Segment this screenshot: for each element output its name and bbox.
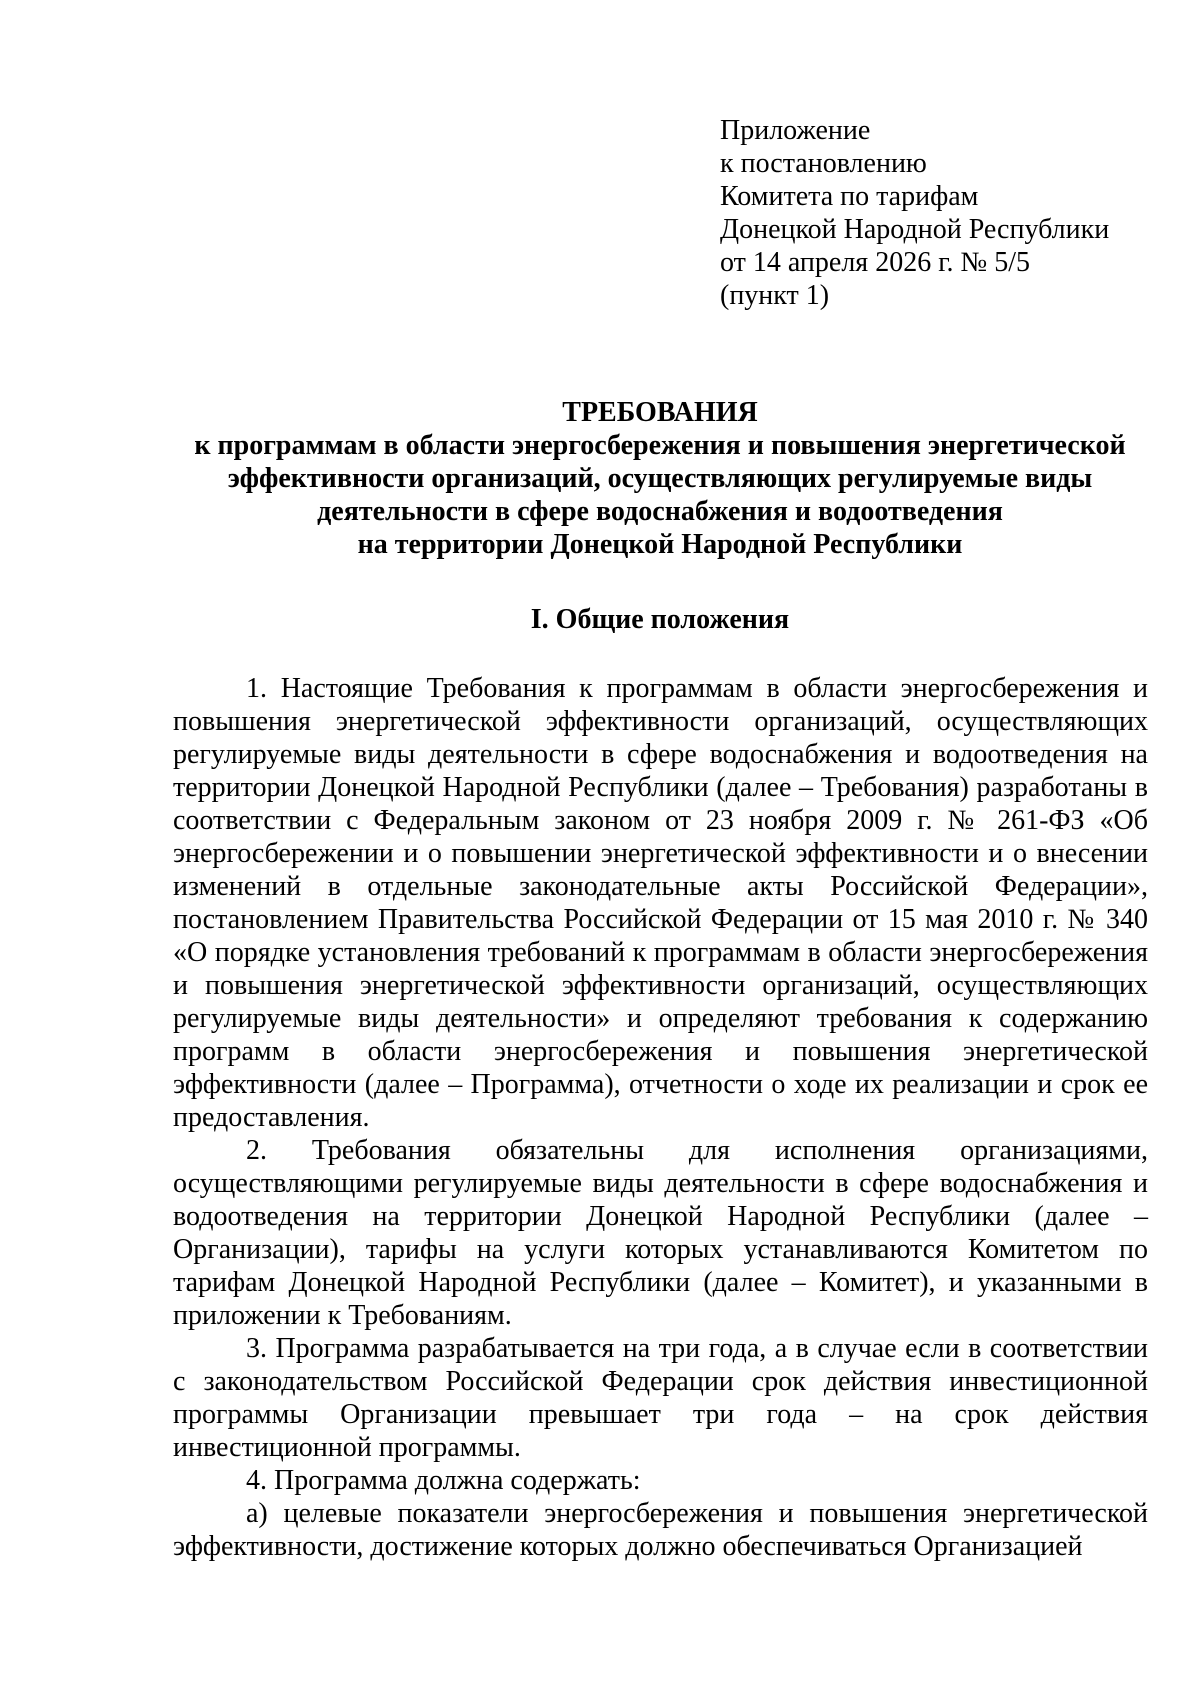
title-line-4: деятельности в сфере водоснабжения и водоотведения <box>317 496 1003 527</box>
document-title <box>160 396 1160 561</box>
document-body <box>173 672 1148 1563</box>
paragraph-3: 3. Программа разрабатывается на три года, а в случае если в соответствии с законодательством Российской Федерации срок действия инвестиционной программы Организации превышает три года – на срок действия инвестиционной программы. <box>173 1333 1148 1463</box>
appendix-issuer: Комитета по тарифам <box>720 181 979 212</box>
appendix-reference: к постановлению <box>720 148 927 179</box>
title-line-5: на территории Донецкой Народной Республики <box>357 529 963 560</box>
paragraph-1: 1. Настоящие Требования к программам в области энергосбережения и повышения энергетической эффективности организаций, осуществляющих регулируемые виды деятельности в сфере водоснабжения и водоотведения на территории Донецкой Народной Республики (далее – Требования) разработаны в соответствии с Федеральным законом от 23 ноября 2009 г. № 261-ФЗ «Об энергосбережении и о повышении энергетической эффективности и о внесении изменений в отдельные законодательные акты Российской Федерации», постановлением Правительства Российской Федерации от 15 мая 2010 г. № 340 «О порядке установления требований к программам в области энергосбережения и повышения энергетической эффективности организаций, осуществляющих регулируемые виды деятельности» и определяют требования к содержанию программ в области энергосбережения и повышения энергетической эффективности (далее – Программа), отчетности о ходе их реализации и срок ее предоставления. <box>173 673 1148 1133</box>
appendix-republic: Донецкой Народной Республики <box>720 214 1110 245</box>
section-heading: I. Общие положения <box>530 604 790 635</box>
paragraph-2: 2. Требования обязательны для исполнения организациями, осуществляющими регулируемые виды деятельности в сфере водоснабжения и водоотведения на территории Донецкой Народной Республики (далее – Организации), тарифы на услуги которых устанавливаются Комитетом по тарифам Донецкой Народной Республики (далее – Комитет), и указанными в приложении к Требованиям. <box>173 1135 1148 1331</box>
appendix-block <box>720 114 1109 312</box>
title-line-2: к программам в области энергосбережения и повышения энергетической <box>194 430 1126 461</box>
title-line-3: эффективности организаций, осуществляющих регулируемые виды <box>227 463 1093 494</box>
paragraph-4a: а) целевые показатели энергосбережения и повышения энергетической эффективности, достижение которых должно обеспечиваться Организацией <box>173 1498 1148 1562</box>
appendix-date-number: от 14 апреля 2026 г. № 5/5 <box>720 247 1031 278</box>
appendix-label: Приложение <box>720 115 871 146</box>
paragraph-4: 4. Программа должна содержать: <box>246 1465 641 1496</box>
title-line-main: ТРЕБОВАНИЯ <box>562 397 758 428</box>
appendix-clause: (пункт 1) <box>720 280 830 311</box>
